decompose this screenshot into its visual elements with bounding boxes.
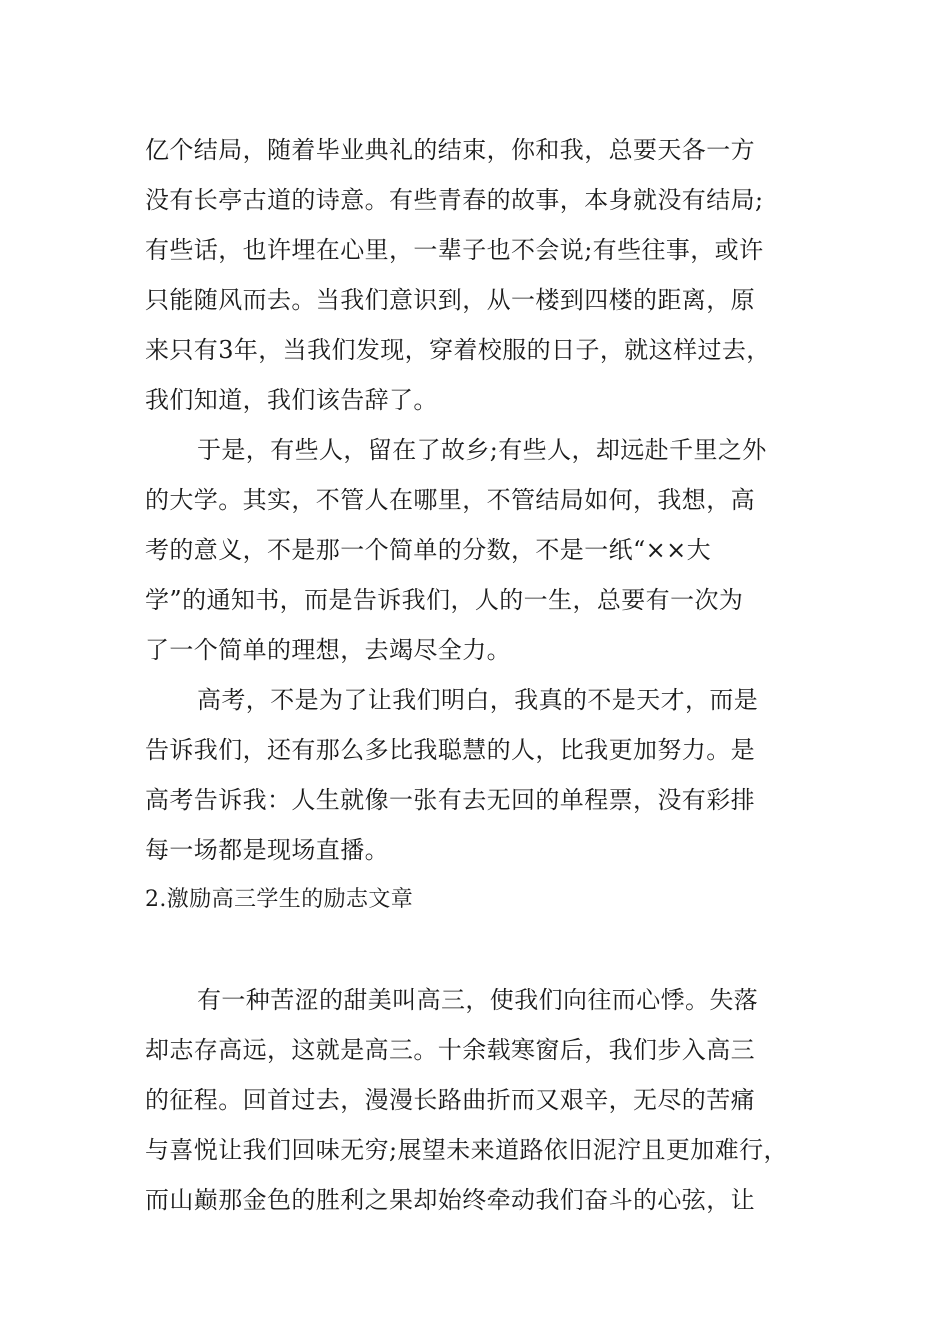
paragraph-1-line-6: 我们知道，我们该告辞了。: [145, 386, 438, 414]
paragraph-4-line-1: 有一种苦涩的甜美叫高三，使我们向往而心悸。失落: [197, 986, 759, 1014]
paragraph-1-line-1: 亿个结局，随着毕业典礼的结束，你和我，总要天各一方: [145, 136, 755, 164]
paragraph-1-line-5: 来只有3年，当我们发现，穿着校服的日子，就这样过去，: [145, 336, 771, 364]
paragraph-2-line-2: 的大学。其实，不管人在哪里，不管结局如何，我想，高: [145, 486, 755, 514]
paragraph-1-line-2: 没有长亭古道的诗意。有些青春的故事，本身就没有结局;: [145, 186, 764, 214]
paragraph-4-line-4: 与喜悦让我们回味无穷;展望未来道路依旧泥泞且更加难行，: [145, 1136, 788, 1164]
paragraph-4-line-3: 的征程。回首过去，漫漫长路曲折而又艰辛，无尽的苦痛: [145, 1086, 755, 1114]
paragraph-3-line-2: 告诉我们，还有那么多比我聪慧的人，比我更加努力。是: [145, 736, 755, 764]
paragraph-2-line-4: 学”的通知书，而是告诉我们，人的一生，总要有一次为: [145, 586, 744, 614]
paragraph-2-line-1: 于是，有些人，留在了故乡;有些人，却远赴千里之外: [197, 436, 767, 464]
section-heading: 2.激励高三学生的励志文章: [145, 887, 414, 912]
paragraph-4-line-2: 却志存高远，这就是高三。十余载寒窗后，我们步入高三: [145, 1036, 755, 1064]
paragraph-2-line-5: 了一个简单的理想，去竭尽全力。: [145, 636, 511, 664]
paragraph-3-line-4: 每一场都是现场直播。: [145, 836, 389, 864]
paragraph-1-line-3: 有些话，也许埋在心里，一辈子也不会说;有些往事，或许: [145, 236, 764, 264]
paragraph-2-line-3: 考的意义，不是那一个简单的分数，不是一纸“××大: [145, 536, 712, 564]
paragraph-4-line-5: 而山巅那金色的胜利之果却始终牵动我们奋斗的心弦，让: [145, 1186, 755, 1214]
paragraph-3-line-1: 高考，不是为了让我们明白，我真的不是天才，而是: [197, 686, 759, 714]
paragraph-1-line-4: 只能随风而去。当我们意识到，从一楼到四楼的距离，原: [145, 286, 755, 314]
paragraph-3-line-3: 高考告诉我：人生就像一张有去无回的单程票，没有彩排: [145, 786, 755, 814]
